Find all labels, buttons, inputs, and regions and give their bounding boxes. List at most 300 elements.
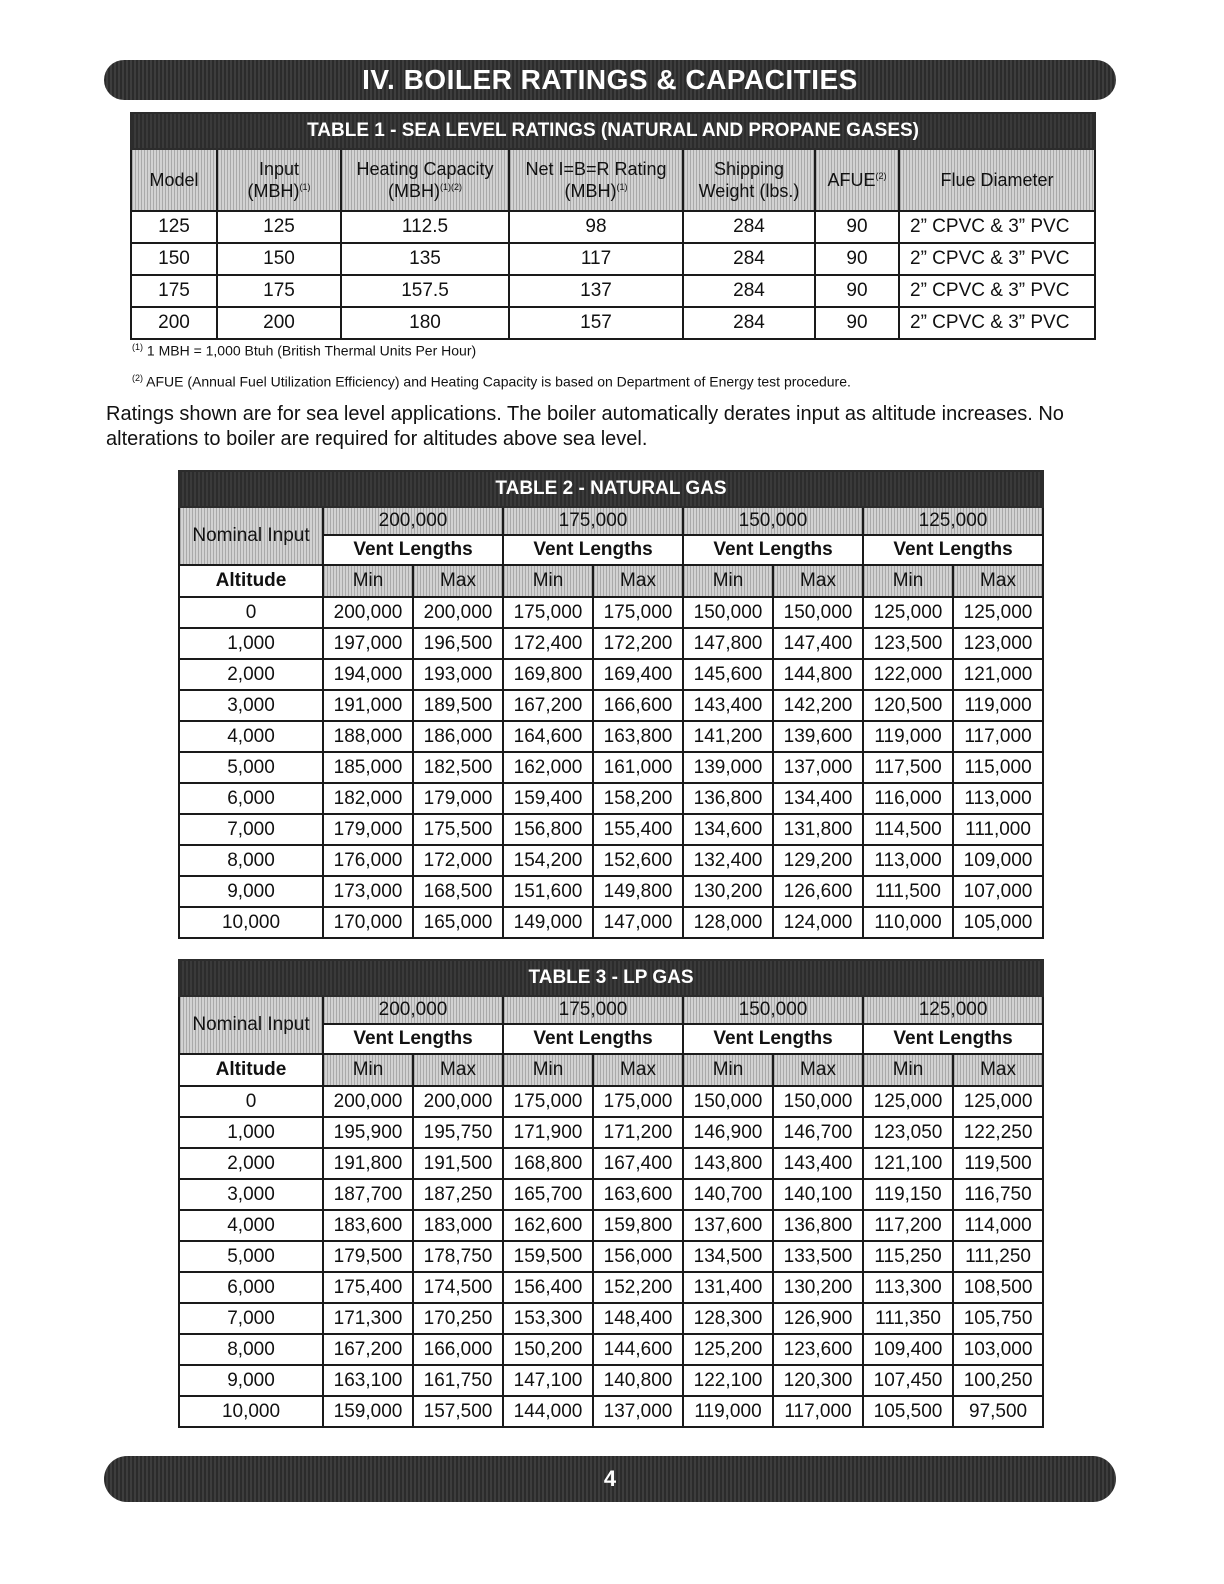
table-cell: 1,000	[179, 628, 323, 659]
table-cell: 134,500	[683, 1241, 773, 1272]
natural-gas-table	[178, 470, 1044, 939]
table-row	[179, 1272, 1043, 1303]
table-cell: 175,000	[503, 1086, 593, 1117]
table-cell: 141,200	[683, 721, 773, 752]
table-cell: 107,450	[863, 1365, 953, 1396]
table-cell: 136,800	[773, 1210, 863, 1241]
table-cell: 140,100	[773, 1179, 863, 1210]
table-row	[179, 1334, 1043, 1365]
table-row	[179, 1117, 1043, 1148]
table-cell: 173,000	[323, 876, 413, 907]
table-cell: 116,750	[953, 1179, 1043, 1210]
table-cell: 193,000	[413, 659, 503, 690]
table-row	[179, 783, 1043, 814]
table-cell: 123,500	[863, 628, 953, 659]
capacity-header: 200,000	[323, 507, 503, 535]
table-cell: 157,500	[413, 1396, 503, 1427]
table-cell: 119,000	[953, 690, 1043, 721]
table-row	[179, 876, 1043, 907]
min-header: Min	[503, 1054, 593, 1086]
table-cell: 170,250	[413, 1303, 503, 1334]
table-cell: 2” CPVC & 3” PVC	[899, 307, 1095, 339]
table-cell: 179,000	[413, 783, 503, 814]
table-row	[179, 659, 1043, 690]
max-header: Max	[593, 1054, 683, 1086]
table-cell: 10,000	[179, 907, 323, 938]
table-cell: 147,100	[503, 1365, 593, 1396]
table-cell: 126,900	[773, 1303, 863, 1334]
table-cell: 5,000	[179, 1241, 323, 1272]
table-cell: 200,000	[413, 597, 503, 628]
table-cell: 171,900	[503, 1117, 593, 1148]
table-cell: 159,500	[503, 1241, 593, 1272]
table-cell: 179,000	[323, 814, 413, 845]
vent-lengths-header: Vent Lengths	[503, 535, 683, 565]
t1-col-header: Input (MBH)$^{(1)}$	[217, 149, 341, 211]
table-cell: 149,800	[593, 876, 683, 907]
table-cell: 150,200	[503, 1334, 593, 1365]
t1-col-header: Flue Diameter	[899, 149, 1095, 211]
table-cell: 2” CPVC & 3” PVC	[899, 275, 1095, 307]
table-cell: 135	[341, 243, 509, 275]
table-cell: 165,000	[413, 907, 503, 938]
table-cell: 156,000	[593, 1241, 683, 1272]
table-cell: 119,000	[683, 1396, 773, 1427]
table-cell: 145,600	[683, 659, 773, 690]
table-cell: 161,750	[413, 1365, 503, 1396]
t1-col-header: Heating Capacity (MBH)$^{(1)(2)}$	[341, 149, 509, 211]
table-cell: 140,800	[593, 1365, 683, 1396]
table-cell: 113,000	[863, 845, 953, 876]
table-row	[179, 1179, 1043, 1210]
table-row	[179, 1086, 1043, 1117]
table-row	[131, 275, 1095, 307]
table-row	[179, 1365, 1043, 1396]
table-cell: 150	[131, 243, 217, 275]
table-cell: 144,800	[773, 659, 863, 690]
table-cell: 0	[179, 597, 323, 628]
table-cell: 113,000	[953, 783, 1043, 814]
table-cell: 117	[509, 243, 683, 275]
table-cell: 114,500	[863, 814, 953, 845]
table-cell: 120,500	[863, 690, 953, 721]
table-cell: 100,250	[953, 1365, 1043, 1396]
min-header: Min	[503, 565, 593, 597]
table-cell: 130,200	[773, 1272, 863, 1303]
table-cell: 180	[341, 307, 509, 339]
table-cell: 195,900	[323, 1117, 413, 1148]
table-cell: 125	[131, 211, 217, 243]
table-cell: 4,000	[179, 1210, 323, 1241]
table-cell: 124,000	[773, 907, 863, 938]
table-cell: 175,000	[503, 597, 593, 628]
table-cell: 156,800	[503, 814, 593, 845]
table-cell: 115,250	[863, 1241, 953, 1272]
table-cell: 113,300	[863, 1272, 953, 1303]
table-1-header-row	[131, 149, 1095, 211]
table-cell: 151,600	[503, 876, 593, 907]
min-header: Min	[323, 565, 413, 597]
table-cell: 175,400	[323, 1272, 413, 1303]
table-cell: 200	[217, 307, 341, 339]
table-cell: 154,200	[503, 845, 593, 876]
table-cell: 172,000	[413, 845, 503, 876]
table-cell: 123,050	[863, 1117, 953, 1148]
table-cell: 182,000	[323, 783, 413, 814]
table-cell: 152,200	[593, 1272, 683, 1303]
table-cell: 114,000	[953, 1210, 1043, 1241]
table-cell: 171,300	[323, 1303, 413, 1334]
table-cell: 103,000	[953, 1334, 1043, 1365]
table-cell: 110,000	[863, 907, 953, 938]
min-header: Min	[323, 1054, 413, 1086]
nominal-input-label: Nominal Input	[179, 507, 323, 565]
table-cell: 143,800	[683, 1148, 773, 1179]
table-row	[179, 845, 1043, 876]
t1-col-header: Model	[131, 149, 217, 211]
table-cell: 111,350	[863, 1303, 953, 1334]
table-row	[179, 690, 1043, 721]
table-cell: 191,800	[323, 1148, 413, 1179]
table-cell: 156,400	[503, 1272, 593, 1303]
table-cell: 123,000	[953, 628, 1043, 659]
table-cell: 150,000	[773, 1086, 863, 1117]
table-cell: 149,000	[503, 907, 593, 938]
table-cell: 158,200	[593, 783, 683, 814]
page-number: 4	[104, 1456, 1116, 1502]
table-cell: 125,000	[953, 1086, 1043, 1117]
table-cell: 284	[683, 243, 815, 275]
table-cell: 200,000	[413, 1086, 503, 1117]
table-cell: 117,500	[863, 752, 953, 783]
altitude-header: Altitude	[179, 565, 323, 597]
vent-lengths-header: Vent Lengths	[683, 535, 863, 565]
table-cell: 179,500	[323, 1241, 413, 1272]
vent-lengths-header: Vent Lengths	[863, 535, 1043, 565]
table-cell: 175	[131, 275, 217, 307]
max-header: Max	[413, 1054, 503, 1086]
table-cell: 143,400	[683, 690, 773, 721]
table-cell: 167,400	[593, 1148, 683, 1179]
table-cell: 200	[131, 307, 217, 339]
table-cell: 187,700	[323, 1179, 413, 1210]
t1-col-header: Net I=B=R Rating (MBH)$^{(1)}$	[509, 149, 683, 211]
table-cell: 166,600	[593, 690, 683, 721]
table-cell: 163,800	[593, 721, 683, 752]
table-cell: 152,600	[593, 845, 683, 876]
table-cell: 139,600	[773, 721, 863, 752]
table-cell: 147,000	[593, 907, 683, 938]
capacity-header: 150,000	[683, 996, 863, 1024]
table-cell: 122,250	[953, 1117, 1043, 1148]
table-cell: 109,000	[953, 845, 1043, 876]
table-cell: 9,000	[179, 876, 323, 907]
table-cell: 125	[217, 211, 341, 243]
table-cell: 125,000	[863, 1086, 953, 1117]
table-cell: 8,000	[179, 845, 323, 876]
table-cell: 9,000	[179, 1365, 323, 1396]
table-cell: 0	[179, 1086, 323, 1117]
min-header: Min	[863, 1054, 953, 1086]
vent-lengths-header: Vent Lengths	[863, 1024, 1043, 1054]
max-header: Max	[773, 1054, 863, 1086]
capacity-header: 125,000	[863, 507, 1043, 535]
table-cell: 122,000	[863, 659, 953, 690]
table-cell: 163,100	[323, 1365, 413, 1396]
max-header: Max	[593, 565, 683, 597]
table-cell: 109,400	[863, 1334, 953, 1365]
table-cell: 108,500	[953, 1272, 1043, 1303]
capacity-header: 125,000	[863, 996, 1043, 1024]
table-cell: 189,500	[413, 690, 503, 721]
capacity-header: 175,000	[503, 996, 683, 1024]
table-cell: 196,500	[413, 628, 503, 659]
table-cell: 1,000	[179, 1117, 323, 1148]
table-cell: 98	[509, 211, 683, 243]
vent-lengths-header: Vent Lengths	[323, 1024, 503, 1054]
max-header: Max	[953, 565, 1043, 597]
table-cell: 168,800	[503, 1148, 593, 1179]
table-cell: 157	[509, 307, 683, 339]
table-row	[179, 907, 1043, 938]
table-cell: 163,600	[593, 1179, 683, 1210]
table-cell: 137	[509, 275, 683, 307]
table-cell: 174,500	[413, 1272, 503, 1303]
sea-level-ratings-table	[130, 112, 1096, 340]
table-row	[131, 307, 1095, 339]
table-cell: 90	[815, 275, 899, 307]
table-cell: 7,000	[179, 1303, 323, 1334]
table2-title: TABLE 2 - NATURAL GAS	[179, 471, 1043, 507]
table-cell: 5,000	[179, 752, 323, 783]
table-row	[131, 211, 1095, 243]
min-header: Min	[863, 565, 953, 597]
table-cell: 97,500	[953, 1396, 1043, 1427]
table-cell: 119,150	[863, 1179, 953, 1210]
t1-col-header: Shipping Weight (lbs.)	[683, 149, 815, 211]
table-cell: 125,200	[683, 1334, 773, 1365]
table-cell: 6,000	[179, 1272, 323, 1303]
table-cell: 121,100	[863, 1148, 953, 1179]
table-cell: 146,700	[773, 1117, 863, 1148]
vent-lengths-header: Vent Lengths	[503, 1024, 683, 1054]
t1-col-header: AFUE$^{(2)}$	[815, 149, 899, 211]
table-cell: 111,000	[953, 814, 1043, 845]
table-cell: 131,800	[773, 814, 863, 845]
table-cell: 172,200	[593, 628, 683, 659]
table-cell: 157.5	[341, 275, 509, 307]
table-cell: 164,600	[503, 721, 593, 752]
table-cell: 120,300	[773, 1365, 863, 1396]
table-cell: 7,000	[179, 814, 323, 845]
table-cell: 8,000	[179, 1334, 323, 1365]
table-cell: 183,600	[323, 1210, 413, 1241]
altitude-header: Altitude	[179, 1054, 323, 1086]
table-cell: 115,000	[953, 752, 1043, 783]
table-cell: 182,500	[413, 752, 503, 783]
table-cell: 139,000	[683, 752, 773, 783]
table-cell: 197,000	[323, 628, 413, 659]
table-row	[179, 1396, 1043, 1427]
table-cell: 155,400	[593, 814, 683, 845]
table-cell: 111,500	[863, 876, 953, 907]
table-cell: 150,000	[683, 1086, 773, 1117]
table-cell: 191,500	[413, 1148, 503, 1179]
table-cell: 176,000	[323, 845, 413, 876]
table-cell: 3,000	[179, 1179, 323, 1210]
table-cell: 150,000	[683, 597, 773, 628]
table-cell: 183,000	[413, 1210, 503, 1241]
table-cell: 2,000	[179, 659, 323, 690]
table-cell: 117,000	[953, 721, 1043, 752]
table-cell: 142,200	[773, 690, 863, 721]
table-cell: 137,600	[683, 1210, 773, 1241]
table-cell: 90	[815, 211, 899, 243]
table-cell: 185,000	[323, 752, 413, 783]
table-row	[179, 1210, 1043, 1241]
nominal-input-label: Nominal Input	[179, 996, 323, 1054]
footnote-2: $^{(2)}$ AFUE (Annual Fuel Utilization Efficiency) and Heating Capacity is based on Department of Energy test procedure.	[132, 373, 851, 390]
table-cell: 175,500	[413, 814, 503, 845]
max-header: Max	[413, 565, 503, 597]
table-cell: 200,000	[323, 597, 413, 628]
footnote-1: $^{(1)}$ 1 MBH = 1,000 Btuh (British Thermal Units Per Hour)	[132, 342, 477, 359]
table-cell: 167,200	[503, 690, 593, 721]
table-cell: 159,400	[503, 783, 593, 814]
section-title: IV. BOILER RATINGS & CAPACITIES	[104, 60, 1116, 100]
table-cell: 130,200	[683, 876, 773, 907]
table-cell: 2,000	[179, 1148, 323, 1179]
table-cell: 147,400	[773, 628, 863, 659]
table-cell: 178,750	[413, 1241, 503, 1272]
capacity-header: 175,000	[503, 507, 683, 535]
table-cell: 119,000	[863, 721, 953, 752]
table-1-body	[131, 211, 1095, 339]
table-row	[179, 1241, 1043, 1272]
table-cell: 169,400	[593, 659, 683, 690]
table-cell: 122,100	[683, 1365, 773, 1396]
table-cell: 111,250	[953, 1241, 1043, 1272]
lp-gas-table	[178, 959, 1044, 1428]
capacity-header: 150,000	[683, 507, 863, 535]
table-cell: 112.5	[341, 211, 509, 243]
table-cell: 129,200	[773, 845, 863, 876]
table-cell: 144,600	[593, 1334, 683, 1365]
table-cell: 2” CPVC & 3” PVC	[899, 211, 1095, 243]
table-cell: 107,000	[953, 876, 1043, 907]
table-cell: 90	[815, 307, 899, 339]
table-cell: 105,750	[953, 1303, 1043, 1334]
table-cell: 117,000	[773, 1396, 863, 1427]
table-cell: 125,000	[953, 597, 1043, 628]
min-header: Min	[683, 565, 773, 597]
table-cell: 195,750	[413, 1117, 503, 1148]
table-cell: 147,800	[683, 628, 773, 659]
table-cell: 284	[683, 211, 815, 243]
table-cell: 117,200	[863, 1210, 953, 1241]
table-cell: 125,000	[863, 597, 953, 628]
table-cell: 172,400	[503, 628, 593, 659]
vent-lengths-header: Vent Lengths	[683, 1024, 863, 1054]
table-cell: 136,800	[683, 783, 773, 814]
table-cell: 161,000	[593, 752, 683, 783]
table-cell: 188,000	[323, 721, 413, 752]
table-cell: 200,000	[323, 1086, 413, 1117]
table-cell: 175,000	[593, 597, 683, 628]
table-row	[179, 1303, 1043, 1334]
table-cell: 284	[683, 275, 815, 307]
table-cell: 159,800	[593, 1210, 683, 1241]
table-cell: 175	[217, 275, 341, 307]
max-header: Max	[773, 565, 863, 597]
table-1-title: TABLE 1 - SEA LEVEL RATINGS (NATURAL AND PROPANE GASES)	[131, 113, 1095, 149]
table-cell: 171,200	[593, 1117, 683, 1148]
table-row	[179, 1148, 1043, 1179]
table-cell: 105,000	[953, 907, 1043, 938]
vent-lengths-header: Vent Lengths	[323, 535, 503, 565]
table-row	[131, 243, 1095, 275]
table-cell: 150	[217, 243, 341, 275]
table-cell: 123,600	[773, 1334, 863, 1365]
table-cell: 126,600	[773, 876, 863, 907]
table-cell: 10,000	[179, 1396, 323, 1427]
table-row	[179, 752, 1043, 783]
max-header: Max	[953, 1054, 1043, 1086]
table-cell: 284	[683, 307, 815, 339]
table-cell: 134,400	[773, 783, 863, 814]
table-cell: 137,000	[593, 1396, 683, 1427]
table-cell: 133,500	[773, 1241, 863, 1272]
table-cell: 162,600	[503, 1210, 593, 1241]
table-cell: 121,000	[953, 659, 1043, 690]
table-cell: 116,000	[863, 783, 953, 814]
table-cell: 148,400	[593, 1303, 683, 1334]
table-cell: 162,000	[503, 752, 593, 783]
table-cell: 119,500	[953, 1148, 1043, 1179]
table-cell: 4,000	[179, 721, 323, 752]
table-row	[179, 628, 1043, 659]
table-cell: 169,800	[503, 659, 593, 690]
table-cell: 134,600	[683, 814, 773, 845]
table-cell: 165,700	[503, 1179, 593, 1210]
capacity-header: 200,000	[323, 996, 503, 1024]
table-row	[179, 721, 1043, 752]
table-cell: 140,700	[683, 1179, 773, 1210]
table-cell: 186,000	[413, 721, 503, 752]
table-cell: 137,000	[773, 752, 863, 783]
table-cell: 146,900	[683, 1117, 773, 1148]
table-cell: 166,000	[413, 1334, 503, 1365]
table-cell: 3,000	[179, 690, 323, 721]
table-cell: 128,300	[683, 1303, 773, 1334]
table-cell: 159,000	[323, 1396, 413, 1427]
altitude-note: Ratings shown are for sea level applications. The boiler automatically derates input as altitude increases. No alterations to boiler are required for altitudes above sea level.	[106, 403, 1064, 450]
table-cell: 132,400	[683, 845, 773, 876]
table-cell: 175,000	[593, 1086, 683, 1117]
table-cell: 150,000	[773, 597, 863, 628]
table-cell: 144,000	[503, 1396, 593, 1427]
table-cell: 105,500	[863, 1396, 953, 1427]
table-cell: 187,250	[413, 1179, 503, 1210]
table-row	[179, 814, 1043, 845]
table-cell: 90	[815, 243, 899, 275]
table-cell: 168,500	[413, 876, 503, 907]
table-cell: 6,000	[179, 783, 323, 814]
table-cell: 194,000	[323, 659, 413, 690]
table-row	[179, 597, 1043, 628]
min-header: Min	[683, 1054, 773, 1086]
table3-title: TABLE 3 - LP GAS	[179, 960, 1043, 996]
